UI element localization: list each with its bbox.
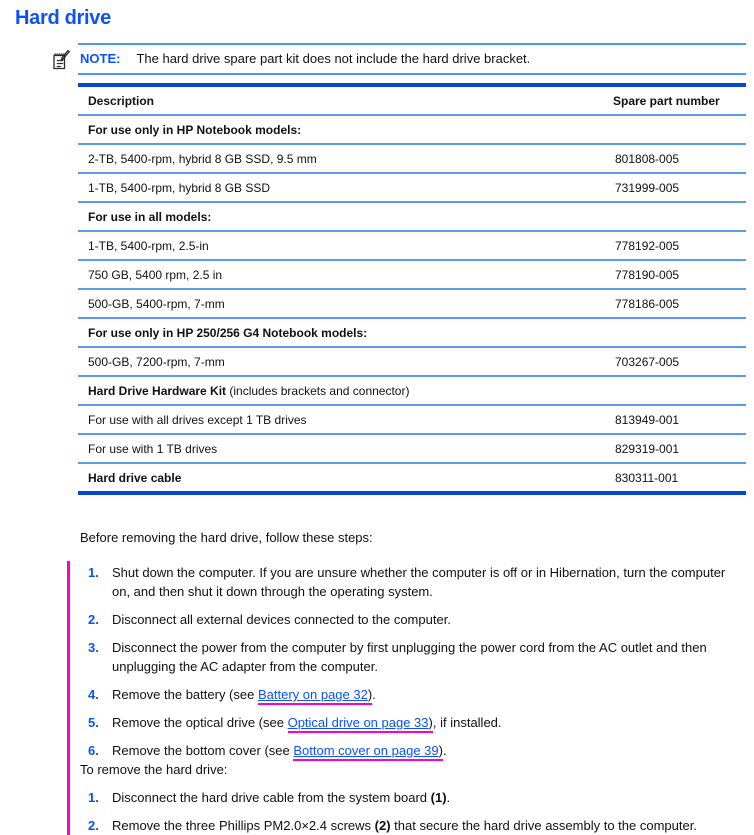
table-header-row [78, 85, 746, 115]
step-text: Remove the three Phillips PM2.0×2.4 screws (2) that secure the hard drive assembly to the computer. [112, 818, 697, 833]
step-text: Disconnect the power from the computer by first unplugging the power cord from the AC outlet and then unplugging the AC adapter from the computer. [112, 640, 707, 674]
row-description-bold: For use in all models: [88, 210, 212, 224]
preparation-steps-list [70, 563, 746, 760]
row-description-rest: 500-GB, 5400-rpm, 7-mm [88, 297, 225, 311]
table-row [78, 260, 746, 289]
row-part-number: 778190-005 [613, 260, 746, 289]
row-description-rest: For use with 1 TB drives [88, 442, 218, 456]
table-row [78, 231, 746, 260]
remove-intro: To remove the hard drive: [80, 762, 228, 777]
row-part-number: 829319-001 [613, 434, 746, 463]
step-number: 1. [88, 790, 99, 805]
step-item [88, 713, 746, 732]
row-description-bold: For use only in HP 250/256 G4 Notebook models: [88, 326, 368, 340]
change-underline: Battery on page 32) [258, 687, 372, 705]
row-description-cell [78, 231, 613, 260]
row-description-cell [78, 376, 613, 405]
row-part-number [613, 202, 746, 231]
spare-parts-table [78, 83, 746, 495]
row-description-cell [78, 347, 613, 376]
spare-parts-table-wrap [78, 83, 746, 495]
note-text: The hard drive spare part kit does not include the hard drive bracket. [136, 51, 531, 66]
step-item [88, 741, 746, 760]
row-part-number: 778192-005 [613, 231, 746, 260]
changed-section [67, 561, 746, 835]
table-row [78, 463, 746, 493]
row-part-number: 801808-005 [613, 144, 746, 173]
step-text: Disconnect all external devices connected to the computer. [112, 612, 451, 627]
row-description-bold: For use only in HP Notebook models: [88, 123, 302, 137]
row-description-cell [78, 115, 613, 144]
row-description-cell [78, 405, 613, 434]
row-description-cell [78, 289, 613, 318]
step-item [88, 638, 746, 676]
row-part-number: 830311-001 [615, 471, 679, 485]
row-description-rest: For use with all drives except 1 TB drives [88, 413, 307, 427]
change-underline: Bottom cover on page 39) [293, 743, 443, 761]
table-row [78, 289, 746, 318]
step-item [88, 816, 746, 835]
row-description-rest: 1-TB, 5400-rpm, hybrid 8 GB SSD [88, 181, 271, 195]
row-description-bold: Hard drive cable [88, 471, 182, 485]
row-part-number [613, 115, 746, 144]
row-part-number: 778186-005 [613, 289, 746, 318]
row-description-cell [78, 318, 613, 347]
step-item [88, 610, 746, 629]
row-description-cell [78, 260, 613, 289]
step-item [88, 563, 746, 601]
link-battery-page-32[interactable]: Battery on page 32 [257, 687, 368, 702]
step-number: 2. [88, 612, 99, 627]
step-text: Remove the bottom cover (see Bottom cover on page 39). [112, 741, 742, 760]
table-row [78, 115, 746, 144]
row-description-cell [78, 202, 613, 231]
row-part-number: 731999-005 [613, 173, 746, 202]
table-row [78, 405, 746, 434]
before-steps-intro: Before removing the hard drive, follow these steps: [80, 530, 373, 545]
step-number: 3. [88, 640, 99, 655]
row-description-cell [78, 144, 613, 173]
removal-steps-list [70, 788, 746, 835]
step-number: 4. [88, 687, 99, 702]
step-text: Shut down the computer. If you are unsure whether the computer is off or in Hibernation, turn the computer on, and then shut it down through the operating system. [112, 565, 726, 599]
header-spare-part-number: Spare part number [613, 85, 746, 115]
step-text: Disconnect the hard drive cable from the system board (1). [112, 790, 451, 805]
row-description-cell [78, 173, 613, 202]
table-row [78, 434, 746, 463]
link-optical-drive-page-33[interactable]: Optical drive on page 33 [287, 715, 429, 730]
table-row [78, 347, 746, 376]
step-item [88, 685, 746, 704]
row-description-rest: 1-TB, 5400-rpm, 2.5-in [88, 239, 209, 253]
callout-ref: (2) [374, 818, 391, 833]
row-description-rest: 500-GB, 7200-rpm, 7-mm [88, 355, 225, 369]
row-description-rest: 2-TB, 5400-rpm, hybrid 8 GB SSD, 9.5 mm [88, 152, 317, 166]
callout-ref: (1) [430, 790, 447, 805]
table-row [78, 144, 746, 173]
step-number: 5. [88, 715, 99, 730]
step-text: Remove the battery (see Battery on page 32). [112, 685, 742, 704]
note-icon [52, 50, 71, 71]
row-part-number: 703267-005 [613, 347, 746, 376]
step-number: 1. [88, 565, 99, 580]
table-row [78, 318, 746, 347]
row-part-number [613, 318, 746, 347]
link-bottom-cover-page-39[interactable]: Bottom cover on page 39 [293, 743, 439, 758]
step-item [88, 788, 746, 807]
table-row [78, 376, 746, 405]
row-description-bold: Hard Drive Hardware Kit [88, 384, 227, 398]
row-part-number: 813949-001 [613, 405, 746, 434]
step-text: Remove the optical drive (see Optical drive on page 33), if installed. [112, 713, 742, 732]
step-number: 2. [88, 818, 99, 833]
parts-table-body [78, 115, 746, 493]
page-title: Hard drive [15, 7, 111, 29]
row-description-cell [78, 463, 613, 493]
change-underline: Optical drive on page 33) [288, 715, 433, 733]
header-description: Description [78, 85, 613, 115]
note-box [78, 43, 746, 75]
note-label: NOTE: [80, 51, 121, 66]
table-row [78, 173, 746, 202]
row-description-cell [78, 434, 613, 463]
row-description-rest: (includes brackets and connector) [226, 384, 410, 398]
table-row [78, 202, 746, 231]
row-description-rest: 750 GB, 5400 rpm, 2.5 in [88, 268, 223, 282]
row-part-number [613, 376, 746, 405]
step-number: 6. [88, 743, 99, 758]
